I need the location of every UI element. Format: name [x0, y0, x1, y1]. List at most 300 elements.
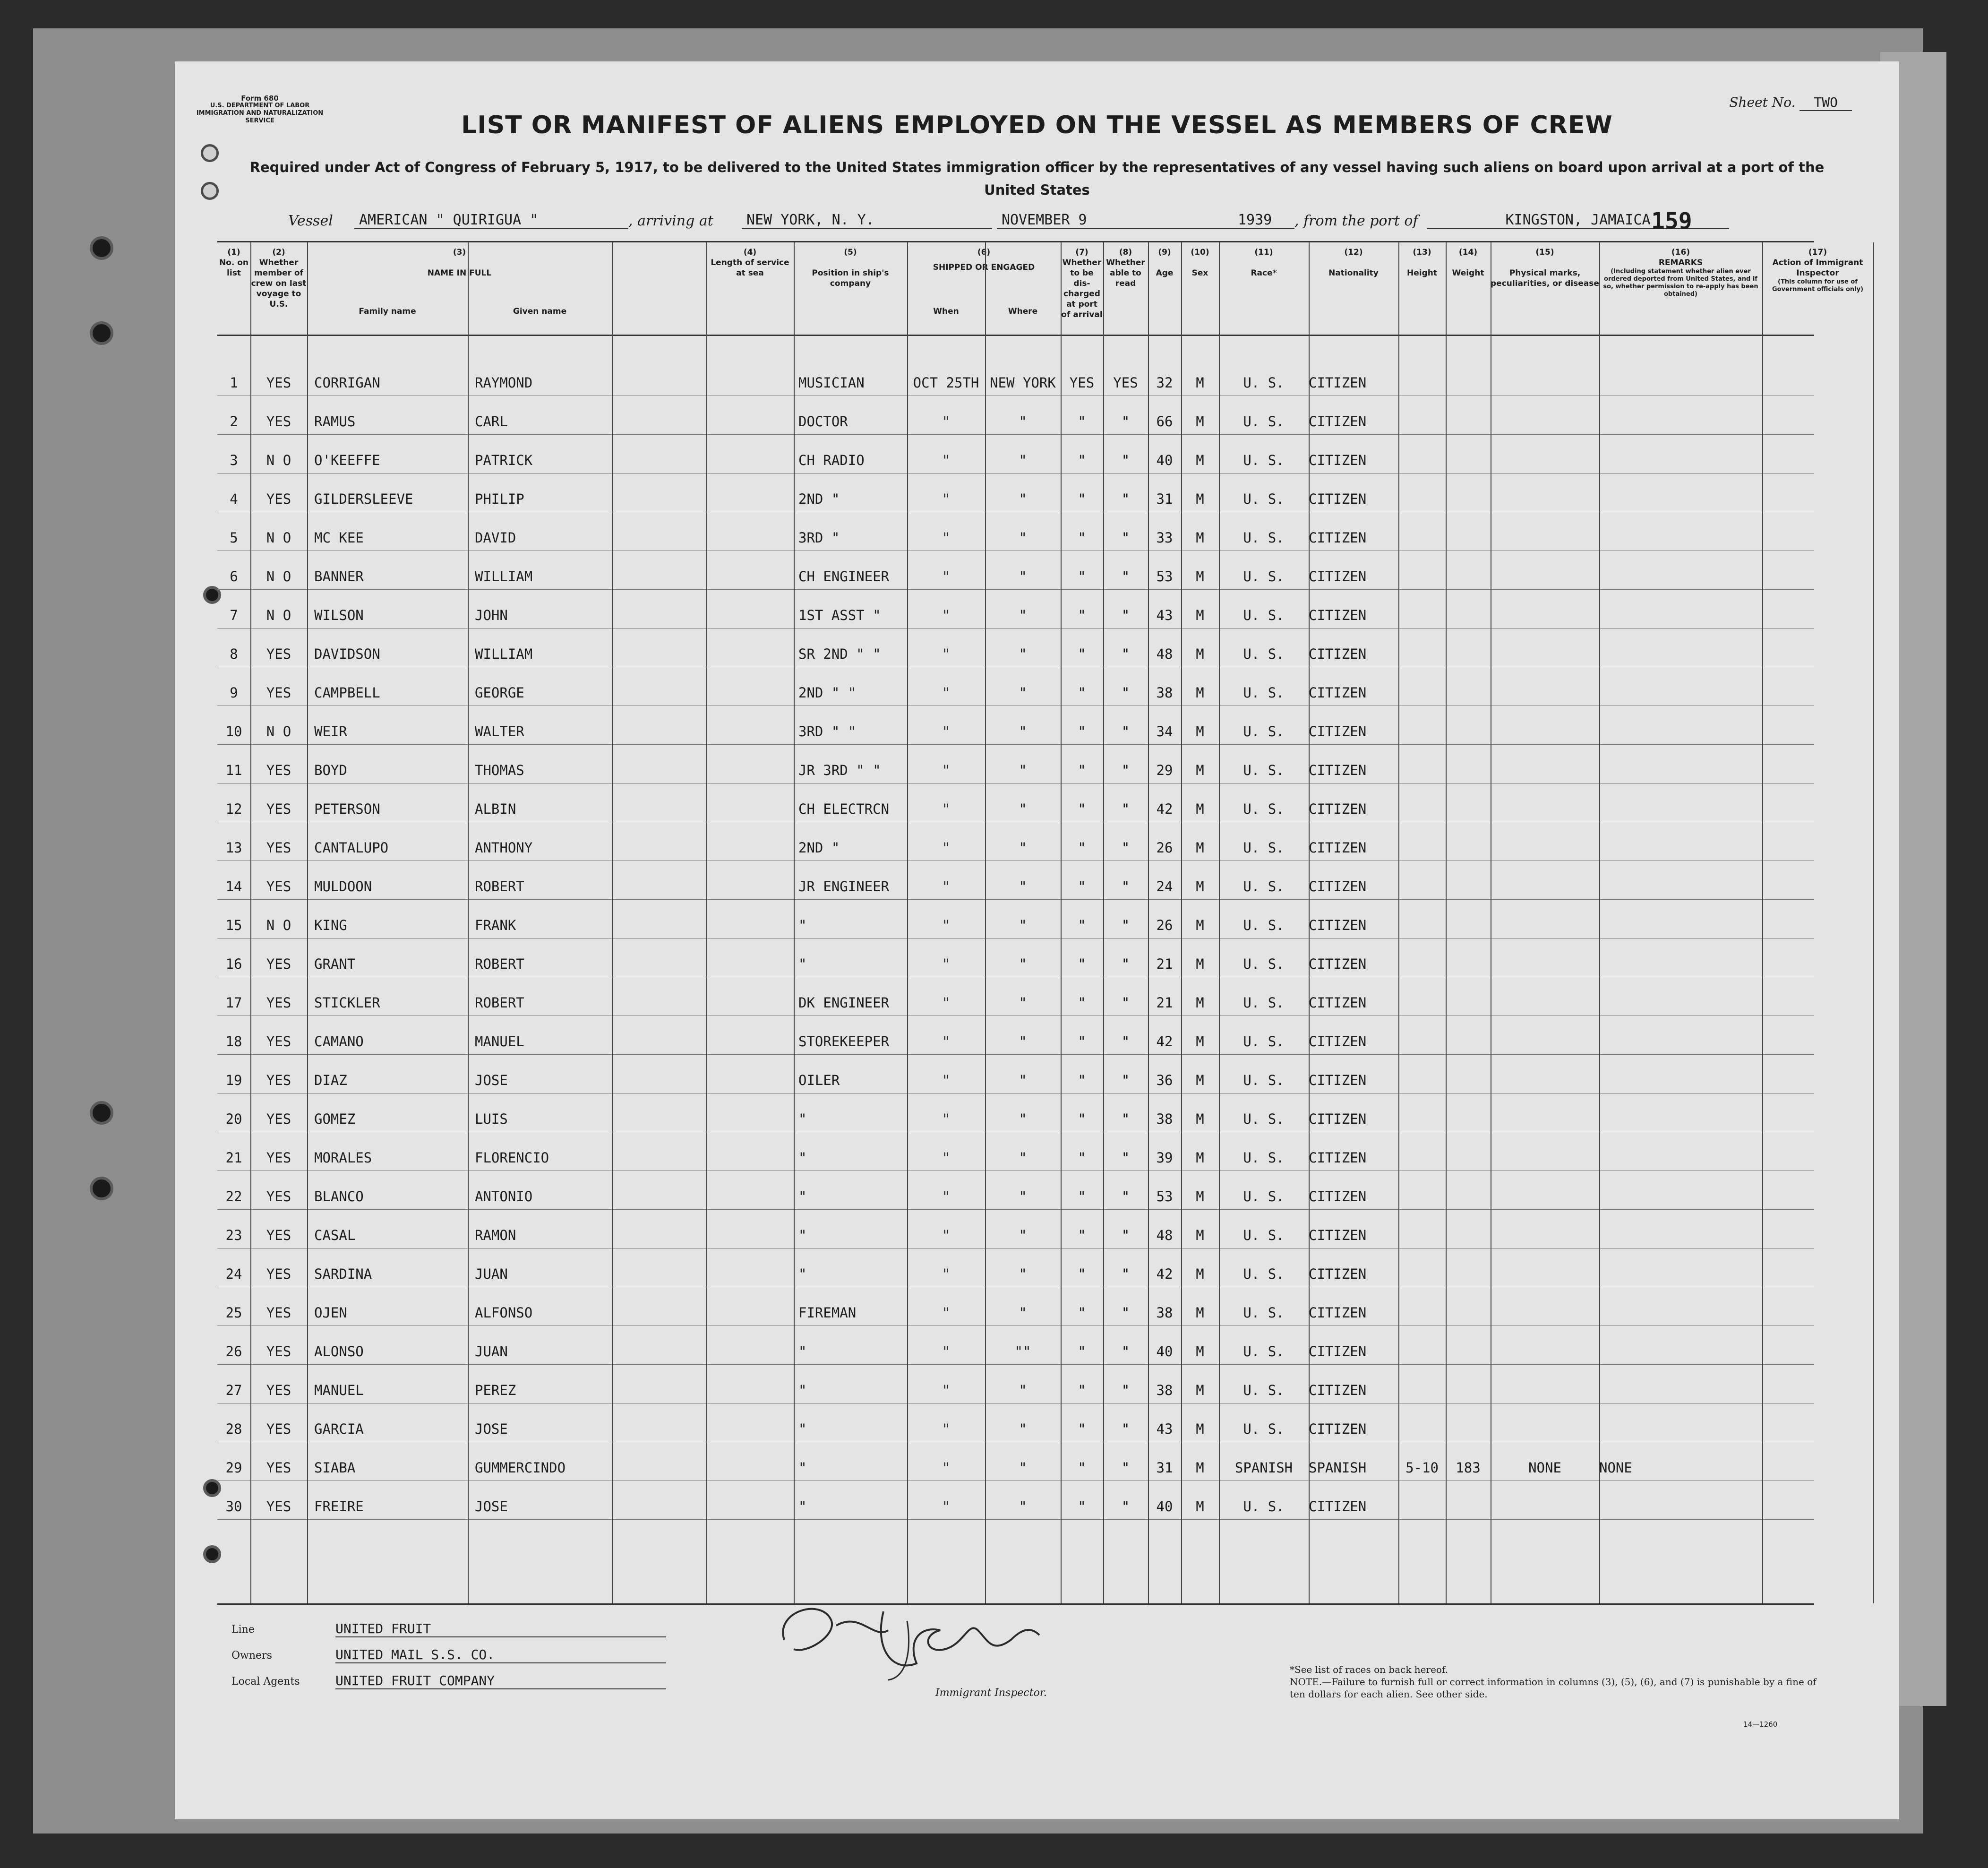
crew-position: SR 2ND " " — [798, 646, 881, 662]
crew-read: " — [1121, 491, 1130, 507]
crew-nat: CITIZEN — [1309, 607, 1367, 623]
footer-notes — [1290, 1663, 1833, 1700]
crew-family: STICKLER — [314, 995, 380, 1011]
crew-sex: M — [1196, 646, 1204, 662]
col3-header: (3) NAME IN FULL — [427, 248, 492, 278]
crew-position: " — [798, 1227, 807, 1243]
given-name-header: Given name — [513, 307, 567, 316]
crew-disch: " — [1078, 762, 1086, 778]
crew-race: U. S. — [1243, 685, 1285, 701]
crew-disch: " — [1078, 491, 1086, 507]
crew-no: 20 — [225, 1111, 242, 1127]
crew-disch: " — [1078, 1343, 1086, 1360]
crew-read: " — [1121, 1266, 1130, 1282]
crew-race: U. S. — [1243, 1382, 1285, 1398]
crew-disch: " — [1078, 1305, 1086, 1321]
crew-read: " — [1121, 1382, 1130, 1398]
crew-age: 38 — [1156, 1382, 1173, 1398]
crew-last: YES — [266, 1305, 291, 1321]
crew-no: 17 — [225, 995, 242, 1011]
crew-family: OJEN — [314, 1305, 347, 1321]
crew-read: " — [1121, 801, 1130, 817]
crew-sex: M — [1196, 568, 1204, 585]
crew-read: " — [1121, 568, 1130, 585]
crew-last: YES — [266, 1072, 291, 1088]
crew-last: YES — [266, 801, 291, 817]
crew-given: WALTER — [475, 723, 524, 740]
crew-read: " — [1121, 646, 1130, 662]
arriving-port: NEW YORK, N. Y. — [742, 212, 992, 229]
crew-age: 40 — [1156, 452, 1173, 468]
crew-position: 3RD " — [798, 530, 840, 546]
crew-when: " — [942, 1266, 951, 1282]
crew-family: MORALES — [314, 1150, 372, 1166]
crew-when: " — [942, 1150, 951, 1166]
crew-read: " — [1121, 1460, 1130, 1476]
document-title: LIST OR MANIFEST OF ALIENS EMPLOYED ON THE VESSEL AS MEMBERS OF CREW — [461, 111, 1613, 139]
crew-nat: SPANISH — [1309, 1460, 1367, 1476]
crew-position: OILER — [798, 1072, 840, 1088]
crew-when: " — [942, 1072, 951, 1088]
crew-when: " — [942, 491, 951, 507]
crew-age: 24 — [1156, 878, 1173, 895]
crew-position: " — [798, 1266, 807, 1282]
crew-family: DIAZ — [314, 1072, 347, 1088]
column-rule — [1061, 242, 1062, 1603]
crew-nat: CITIZEN — [1309, 1305, 1367, 1321]
col11-header: (11) Race* — [1251, 248, 1277, 278]
crew-where: " — [1019, 723, 1027, 740]
column-rule — [468, 242, 469, 1603]
crew-family: GILDERSLEEVE — [314, 491, 413, 507]
crew-last: YES — [266, 1266, 291, 1282]
crew-read: " — [1121, 1343, 1130, 1360]
binder-hole — [90, 1101, 113, 1125]
sheet-number-value: TWO — [1799, 95, 1852, 111]
crew-nat: CITIZEN — [1309, 917, 1367, 933]
crew-family: GRANT — [314, 956, 356, 972]
crew-race: U. S. — [1243, 452, 1285, 468]
crew-when: OCT 25TH — [913, 375, 979, 391]
crew-nat: CITIZEN — [1309, 1188, 1367, 1205]
crew-family: CASAL — [314, 1227, 356, 1243]
crew-age: 40 — [1156, 1343, 1173, 1360]
crew-race: U. S. — [1243, 1033, 1285, 1050]
crew-when: " — [942, 1498, 951, 1515]
stamp-number: 159 — [1651, 208, 1692, 234]
column-rule — [706, 242, 707, 1603]
races-note: *See list of races on back hereof. — [1290, 1664, 1448, 1675]
crew-read: " — [1121, 1188, 1130, 1205]
crew-age: 53 — [1156, 1188, 1173, 1205]
crew-position: CH RADIO — [798, 452, 865, 468]
crew-race: U. S. — [1243, 956, 1285, 972]
crew-nat: CITIZEN — [1309, 1498, 1367, 1515]
crew-last: YES — [266, 956, 291, 972]
crew-sex: M — [1196, 1033, 1204, 1050]
crew-when: " — [942, 1033, 951, 1050]
crew-nat: CITIZEN — [1309, 801, 1367, 817]
crew-no: 11 — [225, 762, 242, 778]
crew-given: ALBIN — [475, 801, 516, 817]
crew-position: " — [798, 1382, 807, 1398]
crew-disch: " — [1078, 607, 1086, 623]
column-rule — [1181, 242, 1182, 1603]
crew-age: 48 — [1156, 646, 1173, 662]
crew-age: 66 — [1156, 413, 1173, 430]
crew-race: U. S. — [1243, 723, 1285, 740]
crew-when: " — [942, 840, 951, 856]
crew-no: 10 — [225, 723, 242, 740]
crew-where: " — [1019, 917, 1027, 933]
crew-when: " — [942, 956, 951, 972]
from-port: KINGSTON, JAMAICA — [1427, 212, 1729, 229]
col2-header: (2) Whether member of crew on last voyage to U.S. — [251, 248, 307, 309]
crew-last: YES — [266, 491, 291, 507]
column-rule — [1219, 242, 1220, 1603]
crew-race: U. S. — [1243, 1150, 1285, 1166]
crew-sex: M — [1196, 1305, 1204, 1321]
crew-age: 31 — [1156, 1460, 1173, 1476]
crew-family: CAMPBELL — [314, 685, 380, 701]
crew-position: 2ND " — [798, 840, 840, 856]
crew-no: 27 — [225, 1382, 242, 1398]
crew-disch: " — [1078, 1111, 1086, 1127]
crew-when: " — [942, 1382, 951, 1398]
crew-sex: M — [1196, 413, 1204, 430]
crew-age: 26 — [1156, 840, 1173, 856]
crew-when: " — [942, 413, 951, 430]
crew-sex: M — [1196, 995, 1204, 1011]
crew-last: N O — [266, 530, 291, 546]
crew-race: U. S. — [1243, 1227, 1285, 1243]
crew-given: ROBERT — [475, 878, 524, 895]
crew-sex: M — [1196, 530, 1204, 546]
crew-position: JR ENGINEER — [798, 878, 890, 895]
column-rule — [794, 242, 795, 1603]
crew-last: YES — [266, 685, 291, 701]
crew-disch: " — [1078, 1382, 1086, 1398]
crew-position: " — [798, 1150, 807, 1166]
crew-last: YES — [266, 1343, 291, 1360]
crew-remarks: NONE — [1599, 1460, 1632, 1476]
crew-sex: M — [1196, 801, 1204, 817]
crew-where: " — [1019, 878, 1027, 895]
crew-given: JOSE — [475, 1498, 508, 1515]
crew-no: 4 — [230, 491, 238, 507]
crew-last: YES — [266, 1111, 291, 1127]
crew-where: " — [1019, 1227, 1027, 1243]
crew-sex: M — [1196, 452, 1204, 468]
crew-disch: " — [1078, 801, 1086, 817]
crew-disch: " — [1078, 452, 1086, 468]
crew-sex: M — [1196, 723, 1204, 740]
crew-given: GUMMERCINDO — [475, 1460, 566, 1476]
owners-value: UNITED MAIL S.S. CO. — [335, 1647, 666, 1663]
crew-where: " — [1019, 995, 1027, 1011]
crew-disch: " — [1078, 646, 1086, 662]
crew-where: " — [1019, 1460, 1027, 1476]
crew-no: 1 — [230, 375, 238, 391]
crew-given: FLORENCIO — [475, 1150, 549, 1166]
crew-last: YES — [266, 1150, 291, 1166]
crew-given: PATRICK — [475, 452, 533, 468]
crew-nat: CITIZEN — [1309, 1033, 1367, 1050]
crew-family: BANNER — [314, 568, 364, 585]
row-rule — [217, 1054, 1814, 1055]
crew-family: DAVIDSON — [314, 646, 380, 662]
crew-no: 5 — [230, 530, 238, 546]
crew-given: ALFONSO — [475, 1305, 533, 1321]
crew-nat: CITIZEN — [1309, 491, 1367, 507]
column-rule — [612, 242, 613, 1603]
crew-sex: M — [1196, 1382, 1204, 1398]
crew-nat: CITIZEN — [1309, 1111, 1367, 1127]
crew-race: U. S. — [1243, 762, 1285, 778]
crew-race: U. S. — [1243, 413, 1285, 430]
crew-nat: CITIZEN — [1309, 375, 1367, 391]
binder-hole — [90, 321, 113, 345]
crew-disch: " — [1078, 1421, 1086, 1437]
crew-nat: CITIZEN — [1309, 1072, 1367, 1088]
crew-family: BOYD — [314, 762, 347, 778]
crew-family: CANTALUPO — [314, 840, 389, 856]
sheet-number-label: Sheet No. — [1729, 95, 1796, 110]
crew-race: U. S. — [1243, 646, 1285, 662]
crew-given: JOSE — [475, 1421, 508, 1437]
crew-family: MANUEL — [314, 1382, 364, 1398]
crew-disch: " — [1078, 1150, 1086, 1166]
crew-no: 28 — [225, 1421, 242, 1437]
vessel-line — [175, 208, 1899, 236]
where-header: Where — [1008, 307, 1038, 316]
crew-sex: M — [1196, 1111, 1204, 1127]
crew-where: " — [1019, 1033, 1027, 1050]
col5-header: (5) Position in ship's company — [812, 248, 889, 288]
agents-label: Local Agents — [231, 1676, 300, 1687]
col17-header: (17) Action of Immigrant Inspector (This column for use of Government officials only) — [1772, 248, 1864, 293]
crew-no: 9 — [230, 685, 238, 701]
crew-where: " — [1019, 685, 1027, 701]
row-rule — [217, 899, 1814, 900]
crew-when: " — [942, 685, 951, 701]
crew-no: 19 — [225, 1072, 242, 1088]
crew-no: 24 — [225, 1266, 242, 1282]
crew-disch: " — [1078, 1033, 1086, 1050]
crew-given: ROBERT — [475, 956, 524, 972]
crew-position: " — [798, 1343, 807, 1360]
crew-race: U. S. — [1243, 1111, 1285, 1127]
crew-age: 21 — [1156, 995, 1173, 1011]
crew-family: GOMEZ — [314, 1111, 356, 1127]
crew-family: CORRIGAN — [314, 375, 380, 391]
crew-disch: " — [1078, 1072, 1086, 1088]
crew-where: " — [1019, 413, 1027, 430]
col4-header: (4) Length of service at sea — [711, 248, 789, 278]
crew-where: " — [1019, 491, 1027, 507]
crew-sex: M — [1196, 1227, 1204, 1243]
binder-hole — [90, 236, 113, 260]
crew-disch: " — [1078, 1498, 1086, 1515]
crew-where: "" — [1014, 1343, 1031, 1360]
form-code: 14—1260 — [1743, 1720, 1778, 1729]
crew-when: " — [942, 452, 951, 468]
crew-nat: CITIZEN — [1309, 685, 1367, 701]
binder-hole — [90, 1177, 113, 1200]
crew-age: 42 — [1156, 1266, 1173, 1282]
row-rule — [217, 1519, 1814, 1520]
crew-no: 2 — [230, 413, 238, 430]
when-header: When — [933, 307, 959, 316]
crew-given: THOMAS — [475, 762, 524, 778]
col14-header: (14) Weight — [1452, 248, 1484, 278]
owners-field — [231, 1647, 657, 1666]
crew-no: 29 — [225, 1460, 242, 1476]
column-rule — [1148, 242, 1149, 1603]
crew-when: " — [942, 607, 951, 623]
crew-when: " — [942, 995, 951, 1011]
crew-no: 30 — [225, 1498, 242, 1515]
penalty-note: NOTE.—Failure to furnish full or correct information in columns (3), (5), (6), and (7) is punishable by a fine of ten dollars for each alien. See other side. — [1290, 1676, 1817, 1700]
from-port-label: , from the port of — [1294, 213, 1418, 229]
crew-sex: M — [1196, 1343, 1204, 1360]
crew-position: " — [798, 1498, 807, 1515]
crew-last: N O — [266, 607, 291, 623]
crew-when: " — [942, 1188, 951, 1205]
crew-where: " — [1019, 801, 1027, 817]
line-field — [231, 1621, 657, 1640]
column-rule — [1398, 242, 1399, 1603]
crew-no: 23 — [225, 1227, 242, 1243]
crew-read: " — [1121, 917, 1130, 933]
crew-race: U. S. — [1243, 491, 1285, 507]
crew-sex: M — [1196, 1150, 1204, 1166]
crew-given: JUAN — [475, 1343, 508, 1360]
col7-header: (7) Whether to be dis-charged at port of arrival — [1061, 248, 1103, 319]
crew-disch: YES — [1069, 375, 1095, 391]
crew-where: " — [1019, 1072, 1027, 1088]
crew-where: " — [1019, 530, 1027, 546]
crew-read: " — [1121, 723, 1130, 740]
crew-where: " — [1019, 452, 1027, 468]
crew-position: " — [798, 956, 807, 972]
crew-weight: 183 — [1456, 1460, 1481, 1476]
crew-no: 25 — [225, 1305, 242, 1321]
crew-when: " — [942, 723, 951, 740]
crew-last: N O — [266, 568, 291, 585]
crew-race: U. S. — [1243, 1266, 1285, 1282]
crew-last: YES — [266, 1227, 291, 1243]
column-rule — [1762, 242, 1763, 1603]
crew-position: CH ELECTRCN — [798, 801, 890, 817]
crew-disch: " — [1078, 995, 1086, 1011]
crew-no: 21 — [225, 1150, 242, 1166]
crew-given: RAYMOND — [475, 375, 533, 391]
crew-family: ALONSO — [314, 1343, 364, 1360]
crew-read: YES — [1113, 375, 1138, 391]
agents-value: UNITED FRUIT COMPANY — [335, 1673, 666, 1689]
crew-read: " — [1121, 878, 1130, 895]
crew-last: YES — [266, 840, 291, 856]
crew-no: 18 — [225, 1033, 242, 1050]
crew-age: 34 — [1156, 723, 1173, 740]
crew-sex: M — [1196, 1072, 1204, 1088]
crew-family: O'KEEFFE — [314, 452, 380, 468]
crew-last: N O — [266, 452, 291, 468]
crew-where: " — [1019, 1150, 1027, 1166]
column-rule — [907, 242, 908, 1603]
crew-sex: M — [1196, 375, 1204, 391]
crew-nat: CITIZEN — [1309, 1382, 1367, 1398]
crew-nat: CITIZEN — [1309, 840, 1367, 856]
crew-no: 13 — [225, 840, 242, 856]
crew-position: 3RD " " — [798, 723, 857, 740]
crew-disch: " — [1078, 1188, 1086, 1205]
crew-where: " — [1019, 646, 1027, 662]
column-rule — [1873, 242, 1874, 1603]
crew-where: " — [1019, 1498, 1027, 1515]
crew-read: " — [1121, 530, 1130, 546]
sheet-hole — [201, 182, 219, 200]
crew-last: YES — [266, 1188, 291, 1205]
col1-header: (1) No. on list — [219, 248, 249, 278]
crew-race: U. S. — [1243, 801, 1285, 817]
owners-label: Owners — [231, 1650, 272, 1661]
crew-sex: M — [1196, 491, 1204, 507]
crew-when: " — [942, 917, 951, 933]
row-rule — [217, 589, 1814, 590]
crew-given: CARL — [475, 413, 508, 430]
crew-sex: M — [1196, 878, 1204, 895]
crew-age: 39 — [1156, 1150, 1173, 1166]
crew-nat: CITIZEN — [1309, 1421, 1367, 1437]
crew-disch: " — [1078, 685, 1086, 701]
crew-where: " — [1019, 1266, 1027, 1282]
crew-position: CH ENGINEER — [798, 568, 890, 585]
crew-family: MULDOON — [314, 878, 372, 895]
crew-disch: " — [1078, 530, 1086, 546]
crew-sex: M — [1196, 1460, 1204, 1476]
crew-race: U. S. — [1243, 1305, 1285, 1321]
crew-position: DK ENGINEER — [798, 995, 890, 1011]
crew-given: PEREZ — [475, 1382, 516, 1398]
crew-position: 2ND " — [798, 491, 840, 507]
crew-position: " — [798, 1460, 807, 1476]
crew-when: " — [942, 801, 951, 817]
crew-where: " — [1019, 1421, 1027, 1437]
inspector-label: Immigrant Inspector. — [935, 1687, 1047, 1699]
crew-read: " — [1121, 1150, 1130, 1166]
crew-last: YES — [266, 1382, 291, 1398]
crew-where: " — [1019, 607, 1027, 623]
crew-race: U. S. — [1243, 1188, 1285, 1205]
crew-given: RAMON — [475, 1227, 516, 1243]
crew-read: " — [1121, 607, 1130, 623]
crew-nat: CITIZEN — [1309, 956, 1367, 972]
row-rule — [217, 1209, 1814, 1210]
crew-race: U. S. — [1243, 840, 1285, 856]
crew-nat: CITIZEN — [1309, 1150, 1367, 1166]
crew-nat: CITIZEN — [1309, 762, 1367, 778]
crew-when: " — [942, 1305, 951, 1321]
crew-age: 43 — [1156, 1421, 1173, 1437]
crew-age: 42 — [1156, 1033, 1173, 1050]
crew-where: " — [1019, 1382, 1027, 1398]
crew-nat: CITIZEN — [1309, 413, 1367, 430]
crew-family: GARCIA — [314, 1421, 364, 1437]
crew-last: YES — [266, 413, 291, 430]
agents-field — [231, 1673, 657, 1692]
